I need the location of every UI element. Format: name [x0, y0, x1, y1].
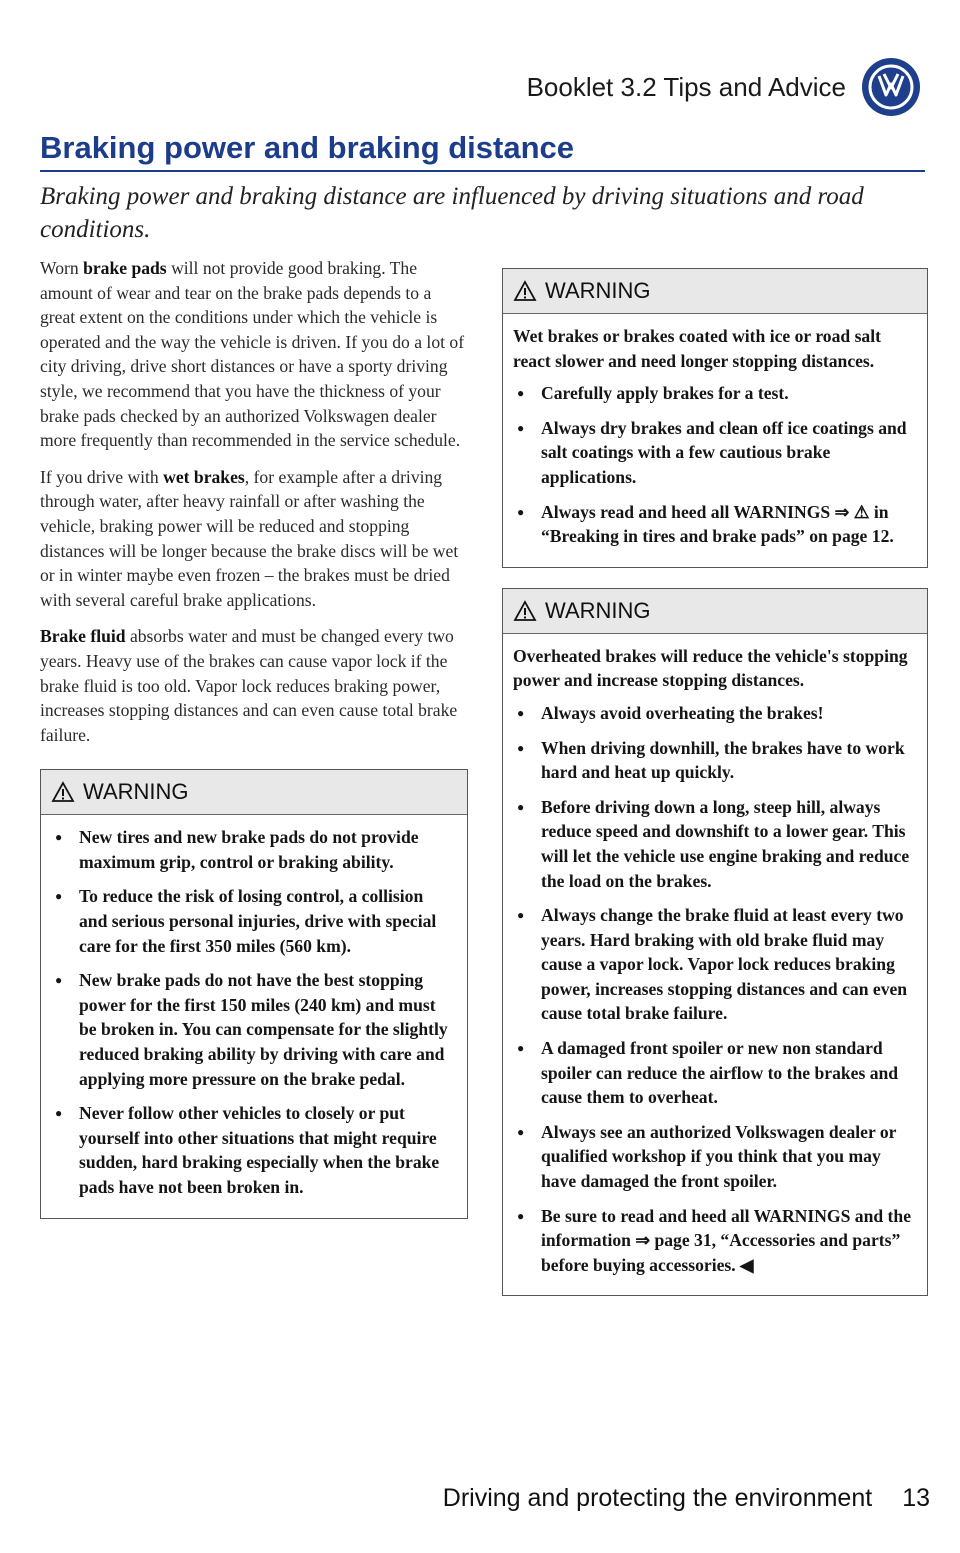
- page-footer: [443, 1484, 930, 1513]
- warning-intro: Overheated brakes will reduce the vehicle's stopping power and increase stopping distances.: [513, 645, 908, 691]
- list-item: ● Carefully apply brakes for a test.: [513, 381, 915, 406]
- paragraph-wet-brakes: If you drive with wet brakes, for example after a driving through water, after heavy rainfall or after washing the vehicle, braking power will be reduced and stopping distances will be longer because the brake discs will be wet or in winter maybe even frozen – the brakes must be dried with several careful brake applications.: [40, 466, 459, 610]
- warning-header: WARNING: [503, 589, 927, 634]
- list-item: ● A damaged front spoiler or new non standard spoiler can reduce the airflow to the brakes and cause them to overheat.: [513, 1036, 915, 1110]
- warning-box-new-tires: [40, 769, 468, 1218]
- list-item: ● Always avoid overheating the brakes!: [513, 701, 915, 726]
- list-item: ● Always see an authorized Volkswagen dealer or qualified workshop if you think that you may have damaged the front spoiler.: [513, 1120, 915, 1194]
- paragraph-brake-fluid: Brake fluid absorbs water and must be changed every two years. Heavy use of the brakes can cause vapor lock if the brake fluid is too old. Vapor lock reduces braking power, increases stopping distances and can even cause total brake failure.: [40, 626, 458, 745]
- footer-section-title: Driving and protecting the environment: [442, 1484, 873, 1512]
- warning-header: WARNING: [41, 770, 467, 815]
- warning-triangle-icon: [513, 600, 537, 622]
- list-item: ● New brake pads do not have the best stopping power for the first 150 miles (240 km) and must be broken in. You can compensate for the slightly reduced braking ability by driving with care and applying more pressure on the brake pedal.: [51, 968, 455, 1091]
- list-item: ● Always read and heed all WARNINGS ⇒ ⚠ in “Breaking in tires and brake pads” on page 12.: [513, 500, 915, 549]
- vw-logo-icon: [862, 58, 920, 116]
- warning-header: WARNING: [503, 269, 927, 314]
- list-item: ● When driving downhill, the brakes have to work hard and heat up quickly.: [513, 736, 915, 785]
- paragraph-brake-pads: Worn brake pads will not provide good braking. The amount of wear and tear on the brake pads depends to a great extent on the conditions under which the vehicle is operated and the way the vehicle is driven. If you do a lot of city driving, drive short distances or have a sporty driving style, we recommend that you have the thickness of your brake pads checked by an authorized Volkswagen dealer more frequently than recommended in the service schedule.: [40, 258, 465, 451]
- warning-box-wet-brakes: [502, 268, 928, 568]
- warning-intro: Wet brakes or brakes coated with ice or road salt react slower and need longer stopping distances.: [513, 326, 881, 371]
- warning-list: [51, 825, 455, 1199]
- warning-triangle-icon: [51, 781, 75, 803]
- list-item: ● Always change the brake fluid at least every two years. Hard braking with old brake fluid may cause a vapor lock. Vapor lock reduces braking power, increases stopping distances and can even cause total brake failure.: [513, 903, 915, 1026]
- list-item: ● Always dry brakes and clean off ice coatings and salt coatings with a few cautious brake applications.: [513, 416, 915, 490]
- right-column: [502, 268, 928, 1316]
- warning-list: [513, 381, 915, 549]
- page-title: Braking power and braking distance: [40, 130, 925, 172]
- warning-triangle-icon: [513, 280, 537, 302]
- page-number: 13: [902, 1484, 930, 1512]
- booklet-label: Booklet 3.2 Tips and Advice: [526, 71, 846, 102]
- list-item: ● Be sure to read and heed all WARNINGS and the information ⇒ page 31, “Accessories and parts” before buying accessories. ◀: [513, 1204, 915, 1278]
- list-item: ● New tires and new brake pads do not provide maximum grip, control or braking ability.: [51, 825, 455, 874]
- list-item: ● Never follow other vehicles to closely or put yourself into other situations that might require sudden, hard braking especially when the brake pads have not been broken in.: [51, 1101, 455, 1199]
- page-header: [527, 58, 920, 116]
- warning-box-overheated-brakes: [502, 588, 928, 1297]
- warning-list: [513, 701, 915, 1277]
- left-column: [40, 256, 468, 1239]
- page-subtitle: Braking power and braking distance are influenced by driving situations and road conditions.: [40, 183, 864, 243]
- list-item: ● To reduce the risk of losing control, a collision and serious personal injuries, drive with special care for the first 350 miles (560 km).: [51, 884, 455, 958]
- list-item: ● Before driving down a long, steep hill, always reduce speed and downshift to a lower gear. This will let the vehicle use engine braking and reduce the load on the brakes.: [513, 795, 915, 893]
